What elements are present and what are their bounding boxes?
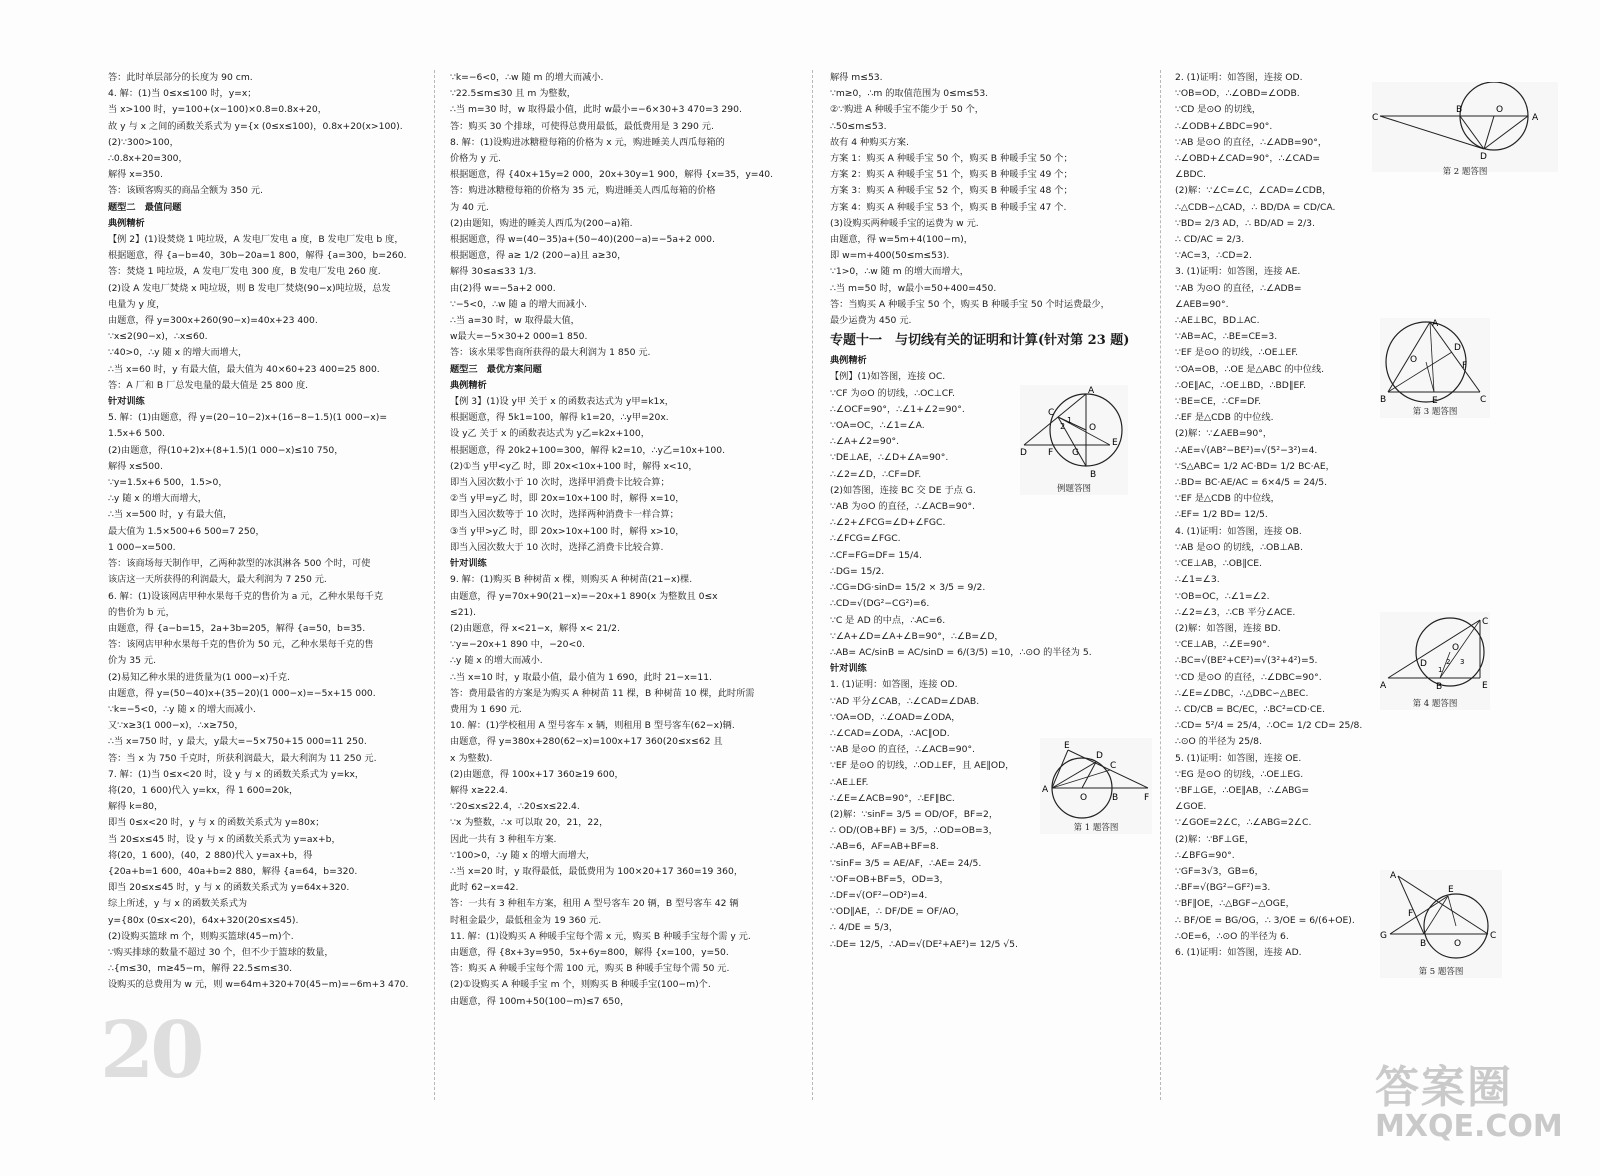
text-line: ∵AC=3，∴CD=2. xyxy=(1175,250,1252,262)
text-line: ∵OD∥AE，∴ DF/DE = OF/AO， xyxy=(830,906,965,918)
text-line: (2)如答图，连接 BC 交 DE 于点 G. xyxy=(830,484,976,496)
text-line: ∴∠FCG=∠FGC. xyxy=(830,533,901,545)
text-line: ∵CF 为⊙O 的切线，∴OC⊥CF. xyxy=(830,387,955,399)
text-line: ∴CF=FG=DF= 15/4. xyxy=(830,549,922,561)
text-line: 1. (1)证明：如答图，连接 OD. xyxy=(830,679,958,691)
text-line: 故 y 与 x 之间的函数关系式为 y={x (0≤x≤100)，0.8x+20(x>100). xyxy=(108,120,403,132)
text-line: 即当 0≤x<20 时，y 与 x 的函数关系式为 y=80x； xyxy=(108,817,325,829)
watermark-logo: 答案圈 xyxy=(1375,1062,1513,1113)
fig-label: O xyxy=(1496,105,1504,115)
text-line: ∵sinF= 3/5 = AE/AF，∴AE= 24/5. xyxy=(830,857,982,869)
text-line: 由题意，得 y=300x+260(90−x)=40x+23 400. xyxy=(108,315,318,327)
figure-caption: 例题答图 xyxy=(1056,484,1091,494)
text-line: 5. (1)证明：如答图，连接 OE. xyxy=(1175,752,1302,764)
text-line: ∵EF 是⊙O 的切线，∴OE⊥EF. xyxy=(1175,347,1299,359)
text-line: ∴当 m=30 时，w 取得最小值，此时 w最小=−6×30+3 470=3 290. xyxy=(450,104,742,116)
text-line: 解得 x≥22.4. xyxy=(450,784,508,796)
figure-caption: 第 5 题答图 xyxy=(1418,967,1464,977)
text-line: 题型三 最优方案问题 xyxy=(450,363,542,375)
fig-label: F xyxy=(1462,361,1468,371)
text-line: ∵−5<0，∴w 随 a 的增大而减小. xyxy=(450,298,588,310)
text-line: ∴∠2=∠3，∴CB 平分∠ACE. xyxy=(1175,606,1296,618)
text-line: 7. 解：(1)当 0≤x<20 时，设 y 与 x 的函数关系式为 y=kx， xyxy=(108,768,365,780)
text-line: ∴EF 是△CDB 的中位线. xyxy=(1175,412,1274,424)
text-line: ∵OA=OB，∴OE 是△ABC 的中位线. xyxy=(1175,363,1325,375)
text-line: ∵DE⊥AE，∴∠D+∠A=90°. xyxy=(830,452,949,464)
fig-label: C xyxy=(1490,931,1497,941)
text-line: 答：A 厂和 B 厂总发电量的最大值是 25 800 度. xyxy=(108,379,309,391)
text-line: ∴当 x=500 时，y 有最大值， xyxy=(108,509,233,521)
text-line: ∴∠OCF=90°，∴∠1+∠2=90°. xyxy=(830,403,965,415)
text-line: (2)由题意，得 100x+17 360≥19 600， xyxy=(450,768,624,780)
fig-label: F xyxy=(1048,448,1054,458)
text-line: ∴∠2=∠D，∴CF=DF. xyxy=(830,468,922,480)
text-line: 最少运费为 450 元. xyxy=(830,315,912,327)
text-line: ∴CG=DG·sinD= 15/2 × 3/5 = 9/2. xyxy=(830,582,986,594)
text-line: ∴∠2+∠FCG=∠D+∠FGC. xyxy=(830,517,946,529)
fig-label: 3 xyxy=(1460,658,1465,666)
text-line: (2)解：∵sinF= 3/5 = OD/OF，BF=2， xyxy=(830,808,999,820)
text-line: 由题意，得 y=(50−40)x+(35−20)(1 000−x)=−5x+15 000. xyxy=(108,687,376,699)
fig-label: B xyxy=(1112,793,1119,803)
text-line: 答：该顾客购买的商品全额为 350 元. xyxy=(108,185,263,197)
text-line: 方案 2：购买 A 种暖手宝 51 个，购买 B 种暖手宝 49 个； xyxy=(830,169,1073,181)
fig-label: G xyxy=(1380,931,1387,941)
text-line: 答：当购买 A 种暖手宝 50 个，购买 B 种暖手宝 50 个时运费最少， xyxy=(830,298,1110,310)
fig-label: B xyxy=(1380,395,1387,405)
fig-label: B xyxy=(1090,470,1097,480)
text-line: {20a+b=1 600，40a+b=2 880，解得 {a=64，b=320. xyxy=(108,865,358,877)
text-line: 即当入园次数等于 10 次时，选择两种消费卡一样合算； xyxy=(450,509,679,521)
text-line: ∵GF=3√3，GB=6， xyxy=(1175,865,1264,877)
text-line: 答：该商场每天制作甲，乙两种款型的冰淇淋各 500 个时，可使 xyxy=(108,558,371,570)
text-line: 解得 x≤500. xyxy=(108,460,163,472)
text-line: ∴⊙O 的半径为 25/8. xyxy=(1175,736,1262,748)
column-divider xyxy=(434,70,435,1100)
text-line: ∵S△ABC= 1/2 AC·BD= 1/2 BC·AE， xyxy=(1175,460,1335,472)
text-line: ∵y=−20x+1 890 中，−20<0. xyxy=(450,639,585,651)
text-line: 【例 3】(1)设 y甲 关于 x 的函数表达式为 y甲=k1x， xyxy=(450,396,674,408)
text-line: 即当 20≤x≤45 时，y 与 x 的函数关系式为 y=64x+320. xyxy=(108,882,350,894)
text-line: 答：此时单层部分的长度为 90 cm. xyxy=(108,72,253,83)
text-line: ∵CE⊥AB，∴∠E=90°. xyxy=(1175,639,1270,651)
figure-caption: 第 3 题答图 xyxy=(1412,407,1458,417)
example-figure xyxy=(1020,385,1128,495)
text-line: (2)①设购买 A 种暖手宝 m 个，则购买 B 种暖手宝(100−m)个. xyxy=(450,979,711,991)
text-line: 将(20，1 600)，(40，2 880)代入 y=ax+b，得 xyxy=(108,849,313,861)
text-line: (2)解：如答图，连接 BD. xyxy=(1175,622,1281,634)
text-line: ∵AB=AC，∴BE=CE=3. xyxy=(1175,331,1278,343)
text-line: 2. (1)证明：如答图，连接 OD. xyxy=(1175,72,1303,83)
fig-label: O xyxy=(1454,939,1462,949)
text-line: ∴AE⊥EF. xyxy=(830,776,869,788)
text-line: ∴DG= 15/2. xyxy=(830,565,885,577)
fig-label: O xyxy=(1089,423,1097,433)
text-line: ∵BD= 2/3 AD，∴ BD/AD = 2/3. xyxy=(1175,217,1315,229)
text-line: 1.5x+6 500. xyxy=(108,428,165,440)
fig-label: A xyxy=(1432,319,1439,329)
column-divider xyxy=(812,70,813,1100)
text-line: 8. 解：(1)设购进冰糖橙每箱的价格为 x 元，购进睡美人西瓜每箱的 xyxy=(450,136,725,148)
text-line: 由题意，得 100m+50(100−m)≤7 650， xyxy=(450,995,630,1007)
figure-q3 xyxy=(1380,318,1490,418)
text-line: 由题意，得 y=380x+280(62−x)=100x+17 360(20≤x≤62 且 xyxy=(450,736,723,748)
topic-title: 专题十一 与切线有关的证明和计算(针对第 23 题) xyxy=(830,333,1130,349)
fig-label: 2 xyxy=(1446,658,1451,666)
text-line: 答：焚烧 1 吨垃圾，A 发电厂发电 300 度，B 发电厂发电 260 度. xyxy=(108,266,381,278)
text-line: ∴ CD/CB = BC/EC，∴BC²=CD·CE. xyxy=(1175,703,1326,715)
text-line: 根据题意，得 a≥ 1/2 (200−a)且 a≥30， xyxy=(450,250,627,262)
text-line: ②当 y甲=y乙 时，即 20x=10x+100 时，解得 x=10， xyxy=(450,493,685,505)
text-line: 当 x>100 时，y=100+(x−100)×0.8=0.8x+20， xyxy=(108,104,327,116)
text-line: ∵AB 是⊙O 的直径，∴∠ACB=90°. xyxy=(830,744,975,756)
text-line: 方案 1：购买 A 种暖手宝 50 个，购买 B 种暖手宝 50 个； xyxy=(830,153,1073,165)
text-line: ∵CD 是⊙O 的切线， xyxy=(1175,104,1262,116)
text-line: ∴当 a=30 时，w 取得最大值， xyxy=(450,315,580,327)
text-line: ∴EF= 1/2 BD= 12/5. xyxy=(1175,509,1268,521)
text-line: ∴OE∥AC，∴OE⊥BD，∴BD∥EF. xyxy=(1175,379,1307,391)
text-line: (2)易知乙种水果的进货量为(1 000−x)千克. xyxy=(108,671,290,683)
text-line: (2)解：∵BF⊥GE， xyxy=(1175,833,1254,845)
figure-q4 xyxy=(1380,612,1490,710)
text-line: 答：该水果零售商所获得的最大利润为 1 850 元. xyxy=(450,347,651,359)
fig-label: E xyxy=(1448,885,1454,895)
text-line: 将(20，1 600)代入 y=kx，得 1 600=20k， xyxy=(108,784,299,796)
text-line: ≤21). xyxy=(450,606,476,618)
text-line: ∴当 x=750 时，y 最大，y最大=−5×750+15 000=11 250. xyxy=(108,736,367,748)
text-line: 答：购进冰糖橙每箱的价格为 35 元，购进睡美人西瓜每箱的价格 xyxy=(450,185,716,197)
text-line: ∵EF 是⊙O 的切线，∴OD⊥EF，且 AE∥OD， xyxy=(830,760,1015,772)
q4-diagram xyxy=(1380,612,1490,698)
text-line: ∵EF 是△CDB 的中位线， xyxy=(1175,493,1280,505)
text-line: (2)由题知，购进的睡美人西瓜为(200−a)箱. xyxy=(450,217,633,229)
text-line: (2)由题意，得(10+2)x+(8+1.5)(1 000−x)≤10 750， xyxy=(108,444,344,456)
text-line: ∴当 m=50 时，w最小=50+400=450. xyxy=(830,282,997,294)
text-line: ∴BC=√(BE²+CE²)=√(3²+4²)=5. xyxy=(1175,655,1318,667)
text-line: (2)①当 y甲<y乙 时，即 20x<10x+100 时，解得 x<10， xyxy=(450,460,698,472)
text-line: ∴ BF/OE = BG/OG，∴ 3/OE = 6/(6+OE). xyxy=(1175,914,1355,926)
watermark xyxy=(1375,1064,1575,1148)
text-line: 设 y乙 关于 x 的函数表达式为 y乙=k2x+100， xyxy=(450,428,650,440)
text-line: 针对训练 xyxy=(450,558,487,570)
answer-column-3 xyxy=(830,70,1156,1100)
text-line: ∴当 x=20 时，y 取得最低，最低费用为 100×20+17 360=19 360， xyxy=(450,865,744,877)
text-line: ∵OB=OD，∴∠OBD=∠ODB. xyxy=(1175,88,1300,100)
text-line: 答：购买 A 种暖手宝每个需 100 元，购买 B 种暖手宝每个需 50 元. xyxy=(450,963,730,975)
fig-label: O xyxy=(1080,793,1088,803)
text-line: 典例精析 xyxy=(830,355,867,367)
text-line: ∵OB=OC，∴∠1=∠2. xyxy=(1175,590,1270,602)
text-line: ∵∠A+∠D=∠A+∠B=90°，∴∠B=∠D， xyxy=(830,630,1004,642)
text-line: 根据题意，得 {a−b=40，30b−20a=1 800，解得 {a=300，b=260. xyxy=(108,250,407,262)
page-number: 20 xyxy=(100,1005,201,1096)
fig-label: A xyxy=(1088,386,1095,396)
text-line: ∴DF=√(OF²−OD²)=4. xyxy=(830,889,928,901)
text-line: ∴ 4/DE = 5/3， xyxy=(830,922,899,934)
text-line: ∴CD=√(DG²−CG²)=6. xyxy=(830,598,930,610)
text-line: ∵BF∥OE，∴△BGF∽△OGE， xyxy=(1175,898,1295,910)
text-line: 费用为 1 690 元. xyxy=(450,703,522,715)
text-line: ∵C 是 AD 的中点，∴AC=6. xyxy=(830,614,946,626)
text-line: ∴AB=6，AF=AB+BF=8. xyxy=(830,841,939,853)
text-line: 【例 2】(1)设焚烧 1 吨垃圾，A 发电厂发电 a 度，B 发电厂发电 b 度， xyxy=(108,234,404,246)
text-line: ∵BE=CE，∴CF=DF. xyxy=(1175,396,1262,408)
text-line: 5. 解：(1)由题意，得 y=(20−10−2)x+(16−8−1.5)(1 000−x)= xyxy=(108,412,388,424)
fig-label: E xyxy=(1064,741,1070,751)
text-line: 题型二 最值问题 xyxy=(108,201,182,213)
text-line: (2)由题意，得 x<21−x，解得 x< 21/2. xyxy=(450,622,620,634)
text-line: 9. 解：(1)购买 B 种树苗 x 棵，则购买 A 种树苗(21−x)棵. xyxy=(450,574,693,586)
fig-label: D xyxy=(1020,448,1027,458)
text-line: 当 20≤x≤45 时，设 y 与 x 的函数关系式为 y=ax+b， xyxy=(108,833,341,845)
text-line: 即 w=m+400(50≤m≤53). xyxy=(830,250,950,262)
text-line: 根据题意，得 {40x+15y=2 000，20x+30y=1 900，解得 {x=35，y=40. xyxy=(450,169,774,181)
column-divider xyxy=(1160,70,1161,1100)
text-line: ∠AEB=90°. xyxy=(1175,298,1229,310)
text-line: ∵CD 是⊙O 的直径，∴∠DBC=90°. xyxy=(1175,671,1322,683)
text-line: 答：该网店甲种水果每千克的售价为 50 元，乙种水果每千克的售 xyxy=(108,639,374,651)
text-line: 4. 解：(1)当 0≤x≤100 时，y=x； xyxy=(108,88,257,100)
text-line: ∴当 x=60 时，y 有最大值，最大值为 40×60+23 400=25 800. xyxy=(108,363,380,375)
text-line: ∵x≤2(90−x)，∴x≤60. xyxy=(108,331,208,343)
text-line: 价为 35 元. xyxy=(108,655,157,667)
text-line: ∵BF⊥GE，∴OE∥AB，∴∠ABG= xyxy=(1175,784,1310,796)
text-line: ∠GOE. xyxy=(1175,801,1207,813)
fig-label: C xyxy=(1372,113,1379,123)
fig-label: O xyxy=(1410,355,1418,365)
text-line: ∴∠OBD+∠CAD=90°，∴∠CAD= xyxy=(1175,153,1321,165)
fig-label: E xyxy=(1432,396,1438,406)
fig-label: E xyxy=(1112,438,1118,448)
text-line: 针对训练 xyxy=(108,396,145,408)
q1-diagram xyxy=(1040,738,1152,822)
text-line: ∴0.8x+20=300， xyxy=(108,153,188,165)
text-line: 解得 30≤a≤33 1/3. xyxy=(450,266,537,278)
text-line: 由题意，得 {a−b=15，2a+3b=205，解得 {a=50，b=35. xyxy=(108,622,366,634)
fig-label: A xyxy=(1042,785,1049,795)
fig-label: 1 xyxy=(1067,416,1073,425)
fig-label: D xyxy=(1480,152,1487,160)
text-line: ∵AB 是⊙O 的直径，∴∠ADB=90°， xyxy=(1175,136,1328,148)
text-line: ∴AB= AC/sinB = AC/sinD = 6/(3/5) =10，∴⊙O 的半径为 5. xyxy=(830,646,1092,658)
figure-q1 xyxy=(1040,738,1152,834)
text-line: ∵y=1.5x+6 500，1.5>0， xyxy=(108,477,228,489)
text-line: 答：一共有 3 种租车方案，租用 A 型号客车 20 辆，B 型号客车 42 辆 xyxy=(450,898,739,910)
text-line: ∵AB 为⊙O 的直径，∴∠ADB= xyxy=(1175,282,1302,294)
fig-label: 2 xyxy=(1060,422,1066,431)
text-line: ∴{m≤30，m≥45−m，解得 22.5≤m≤30. xyxy=(108,963,293,975)
text-line: ∵∠GOE=2∠C，∴∠ABG=2∠C. xyxy=(1175,817,1312,829)
text-line: 由题意，得 w=5m+4(100−m)， xyxy=(830,234,973,246)
text-line: 的售价为 b 元， xyxy=(108,606,175,618)
text-line: ∵OF=OB+BF=5，OD=3， xyxy=(830,873,949,885)
text-line: ∴50≤m≤53. xyxy=(830,120,887,132)
text-line: 3. (1)证明：如答图，连接 AE. xyxy=(1175,266,1301,278)
fig-label: C xyxy=(1110,761,1117,771)
text-line: ∵20≤x≤22.4，∴20≤x≤22.4. xyxy=(450,801,580,813)
fig-label: C xyxy=(1480,395,1487,405)
text-line: 10. 解：(1)学校租用 A 型号客车 x 辆，则租用 B 型号客车(62−x)辆. xyxy=(450,720,735,732)
text-line: 为 40 元. xyxy=(450,201,489,213)
text-line: 4. (1)证明：如答图，连接 OB. xyxy=(1175,525,1302,537)
fig-label: A xyxy=(1390,871,1397,881)
text-line: 答：费用最省的方案是为购买 A 种树苗 11 棵，B 种树苗 10 棵，此时所需 xyxy=(450,687,755,699)
fig-label: A xyxy=(1532,113,1539,123)
text-line: 根据题意，得 20k2+100=300，解得 k2=10，∴y乙=10x+100. xyxy=(450,444,726,456)
text-line: ∵AD 平分∠CAB，∴∠CAD=∠DAB. xyxy=(830,695,980,707)
text-line: ∵OA=OC，∴∠1=∠A. xyxy=(830,420,925,432)
answer-column-1 xyxy=(108,70,434,1100)
text-line: 由题意，得 {8x+3y=950，5x+6y=800，解得 {x=100，y=50. xyxy=(450,946,729,958)
text-line: 此时 62−x=42. xyxy=(450,882,519,894)
text-line: 方案 3：购买 A 种暖手宝 52 个，购买 B 种暖手宝 48 个； xyxy=(830,185,1073,197)
text-line: ③当 y甲>y乙 时，即 20x>10x+100 时，解得 x>10， xyxy=(450,525,685,537)
text-line: ∠BDC. xyxy=(1175,169,1206,181)
text-line: ∴∠1=∠3. xyxy=(1175,574,1220,586)
text-line: ∵AB 为⊙O 的直径，∴∠ACB=90°. xyxy=(830,501,975,513)
fig-label: O xyxy=(1452,643,1460,653)
text-line: ∴CD= 5²/4 = 25/4，∴OC= 1/2 CD= 25/8. xyxy=(1175,720,1363,732)
text-line: ∵购买排球的数量不超过 30 个，但不少于篮球的数量， xyxy=(108,946,334,958)
text-line: 11. 解：(1)设购买 A 种暖手宝每个需 x 元，购买 B 种暖手宝每个需 y 元. xyxy=(450,930,751,942)
q2-diagram xyxy=(1372,82,1558,160)
text-line: 该店这一天所获得的利润最大，最大利润为 7 250 元. xyxy=(108,574,327,586)
fig-label: F xyxy=(1144,793,1150,803)
text-line: (2)设购买篮球 m 个，则购买篮球(45−m)个. xyxy=(108,930,294,942)
text-line: ∴DE= 12/5，∴AD=√(DE²+AE²)= 12/5 √5. xyxy=(830,938,1018,950)
text-line: 根据题意，得 5k1=100，解得 k1=20，∴y甲=20x. xyxy=(450,412,669,424)
text-line: ∵x 为整数，∴x 可以取 20，21，22， xyxy=(450,817,609,829)
figure-caption: 第 1 题答图 xyxy=(1073,823,1119,833)
text-line: 【例】(1)如答图，连接 OC. xyxy=(830,371,946,383)
text-line: 又∵x≥3(1 000−x)，∴x≥750， xyxy=(108,720,244,732)
fig-label: D xyxy=(1096,751,1103,761)
q3-diagram xyxy=(1380,318,1490,406)
text-line: 根据题意，得 w=(40−35)a+(50−40)(200−a)=−5a+2 000. xyxy=(450,234,715,246)
fig-label: B xyxy=(1420,939,1427,949)
text-line: 由(2)得 w=−5a+2 000. xyxy=(450,282,556,294)
text-line: ∵OA=OD，∴∠OAD=∠ODA， xyxy=(830,711,961,723)
text-line: ∵1>0，∴w 随 m 的增大而增大， xyxy=(830,266,969,278)
text-line: ②∵购进 A 种暖手宝不能少于 50 个， xyxy=(830,104,984,116)
text-line: 解得 k=80， xyxy=(108,801,164,813)
text-line: ∴∠BFG=90°. xyxy=(1175,849,1235,861)
text-line: w最大=−5×30+2 000=1 850. xyxy=(450,331,588,343)
text-line: (2)设 A 发电厂焚烧 x 吨垃圾，则 B 发电厂焚烧(90−x)吨垃圾，总发 xyxy=(108,282,391,294)
fig-label: A xyxy=(1380,681,1387,691)
text-line: 价格为 y 元. xyxy=(450,153,501,165)
text-line: 由题意，得 y=70x+90(21−x)=−20x+1 890(x 为整数且 0≤x xyxy=(450,590,718,602)
text-line: ∴当 x=10 时，y 取最小值，最小值为 1 690，此时 21−x=11. xyxy=(450,671,712,683)
text-line: ∴∠A+∠2=90°. xyxy=(830,436,900,448)
fig-label: F xyxy=(1408,909,1414,919)
text-line: 1 000−x=500. xyxy=(108,541,176,553)
fig-label: E xyxy=(1482,681,1488,691)
answer-column-2 xyxy=(450,70,776,1100)
text-line: (3)设购买两种暖手宝的运费为 w 元. xyxy=(830,217,979,229)
text-line: ∴AE=√(AB²−BE²)=√(5²−3²)=4. xyxy=(1175,444,1318,456)
text-line: 针对训练 xyxy=(830,663,867,675)
text-line: 解得 x=350. xyxy=(108,169,163,181)
text-line: ∵k=−5<0，∴y 随 x 的增大而减小. xyxy=(108,703,256,715)
column-3-top-block xyxy=(830,70,1156,329)
watermark-url: MXQE.COM xyxy=(1375,1109,1563,1144)
text-line: x 为整数). xyxy=(450,752,493,764)
text-line: ∴△CDB∽△CAD，∴ BD/DA = CD/CA. xyxy=(1175,201,1336,213)
text-line: ∵m≥0，∴m 的取值范围为 0≤m≤53. xyxy=(830,88,989,100)
text-line: ∴ CD/AC = 2/3. xyxy=(1175,234,1245,246)
text-line: y={80x (0≤x<20)，64x+320(20≤x≤45). xyxy=(108,914,299,926)
text-line: ∵k=−6<0，∴w 随 m 的增大而减小. xyxy=(450,72,604,83)
figure-caption: 第 4 题答图 xyxy=(1412,699,1458,709)
text-line: ∴∠ODB+∠BDC=90°. xyxy=(1175,120,1273,132)
text-line: 时租金最少，最低租金为 19 360 元. xyxy=(450,914,602,926)
text-line: 方案 4：购买 A 种暖手宝 53 个，购买 B 种暖手宝 47 个. xyxy=(830,201,1067,213)
text-line: 即当入园次数小于 10 次时，选择甲消费卡比较合算； xyxy=(450,477,670,489)
text-line: ∵CE⊥AB，∴OB∥CE. xyxy=(1175,558,1262,570)
text-line: (2)∵300>100， xyxy=(108,136,179,148)
text-line: ∴y 随 x 的增大而减小. xyxy=(450,655,543,667)
text-line: ∵22.5≤m≤30 且 m 为整数， xyxy=(450,88,576,100)
text-line: ∴∠E=∠ACB=90°，∴EF∥BC. xyxy=(830,792,955,804)
fig-label: B xyxy=(1456,105,1463,115)
fig-label: D xyxy=(1454,343,1461,353)
text-line: ∴AE⊥BC，BD⊥AC. xyxy=(1175,315,1260,327)
fig-label: D xyxy=(1420,659,1427,669)
fig-label: B xyxy=(1436,682,1443,692)
text-line: 最大值为 1.5×500+6 500=7 250， xyxy=(108,525,265,537)
text-line: 典例精析 xyxy=(108,217,145,229)
text-line: 综上所述，y 与 x 的函数关系式为 xyxy=(108,898,248,910)
text-line: 设购买的总费用为 w 元，则 w=64m+320+70(45−m)=−6m+3 470. xyxy=(108,979,409,991)
figure-q2 xyxy=(1372,82,1558,177)
figure-q5 xyxy=(1380,870,1502,978)
text-line: ∴OE=6，∴⊙O 的半径为 6. xyxy=(1175,930,1289,942)
text-line: 即当入园次数大于 10 次时，选择乙消费卡比较合算. xyxy=(450,541,664,553)
figure-caption: 第 2 题答图 xyxy=(1442,167,1488,177)
q5-diagram xyxy=(1380,870,1502,964)
text-line: ∴BF=√(BG²−GF²)=3. xyxy=(1175,882,1271,894)
text-line: ∴BD= BC·AE/AC = 6×4/5 = 24/5. xyxy=(1175,477,1328,489)
fig-label: G xyxy=(1072,448,1079,458)
text-line: ∴y 随 x 的增大而增大， xyxy=(108,493,207,505)
fig-label: C xyxy=(1048,408,1055,418)
fig-label: 1 xyxy=(1438,666,1443,674)
example-diagram xyxy=(1020,385,1128,481)
text-line: 6. 解：(1)设该网店甲种水果每千克的售价为 a 元，乙种水果每千克 xyxy=(108,590,384,602)
fig-label: C xyxy=(1482,617,1489,627)
text-line: 答：购买 30 个排球，可使得总费用最低，最低费用是 3 290 元. xyxy=(450,120,714,132)
text-line: 典例精析 xyxy=(450,379,487,391)
text-line: ∵AB 是⊙O 的切线，∴OB⊥AB. xyxy=(1175,541,1304,553)
text-line: ∵EG 是⊙O 的切线，∴OE⊥EG. xyxy=(1175,768,1304,780)
text-line: 故有 4 种购买方案. xyxy=(830,136,909,148)
text-line: (2)解：∵∠C=∠C，∠CAD=∠CDB， xyxy=(1175,185,1332,197)
text-line: ∵40>0，∴y 随 x 的增大而增大， xyxy=(108,347,248,359)
text-line: ∴ OD/(OB+BF) = 3/5，∴OD=OB=3， xyxy=(830,825,998,837)
text-line: ∵100>0，∴y 随 x 的增大而增大， xyxy=(450,849,596,861)
text-line: (2)解：∵∠AEB=90°， xyxy=(1175,428,1273,440)
text-line: 答：当 x 为 750 千克时，所获利润最大，最大利润为 11 250 元. xyxy=(108,752,377,764)
text-line: 因此一共有 3 种租车方案. xyxy=(450,833,557,845)
text-line: 6. (1)证明：如答图，连接 AD. xyxy=(1175,946,1302,958)
text-line: ∴∠E=∠DBC，∴△DBC∽△BEC. xyxy=(1175,687,1309,699)
text-line: 解得 m≤53. xyxy=(830,72,883,83)
text-line: 电量为 y 度， xyxy=(108,298,166,310)
text-line: ∴∠CAD=∠ODA，∴AC∥OD. xyxy=(830,727,950,739)
